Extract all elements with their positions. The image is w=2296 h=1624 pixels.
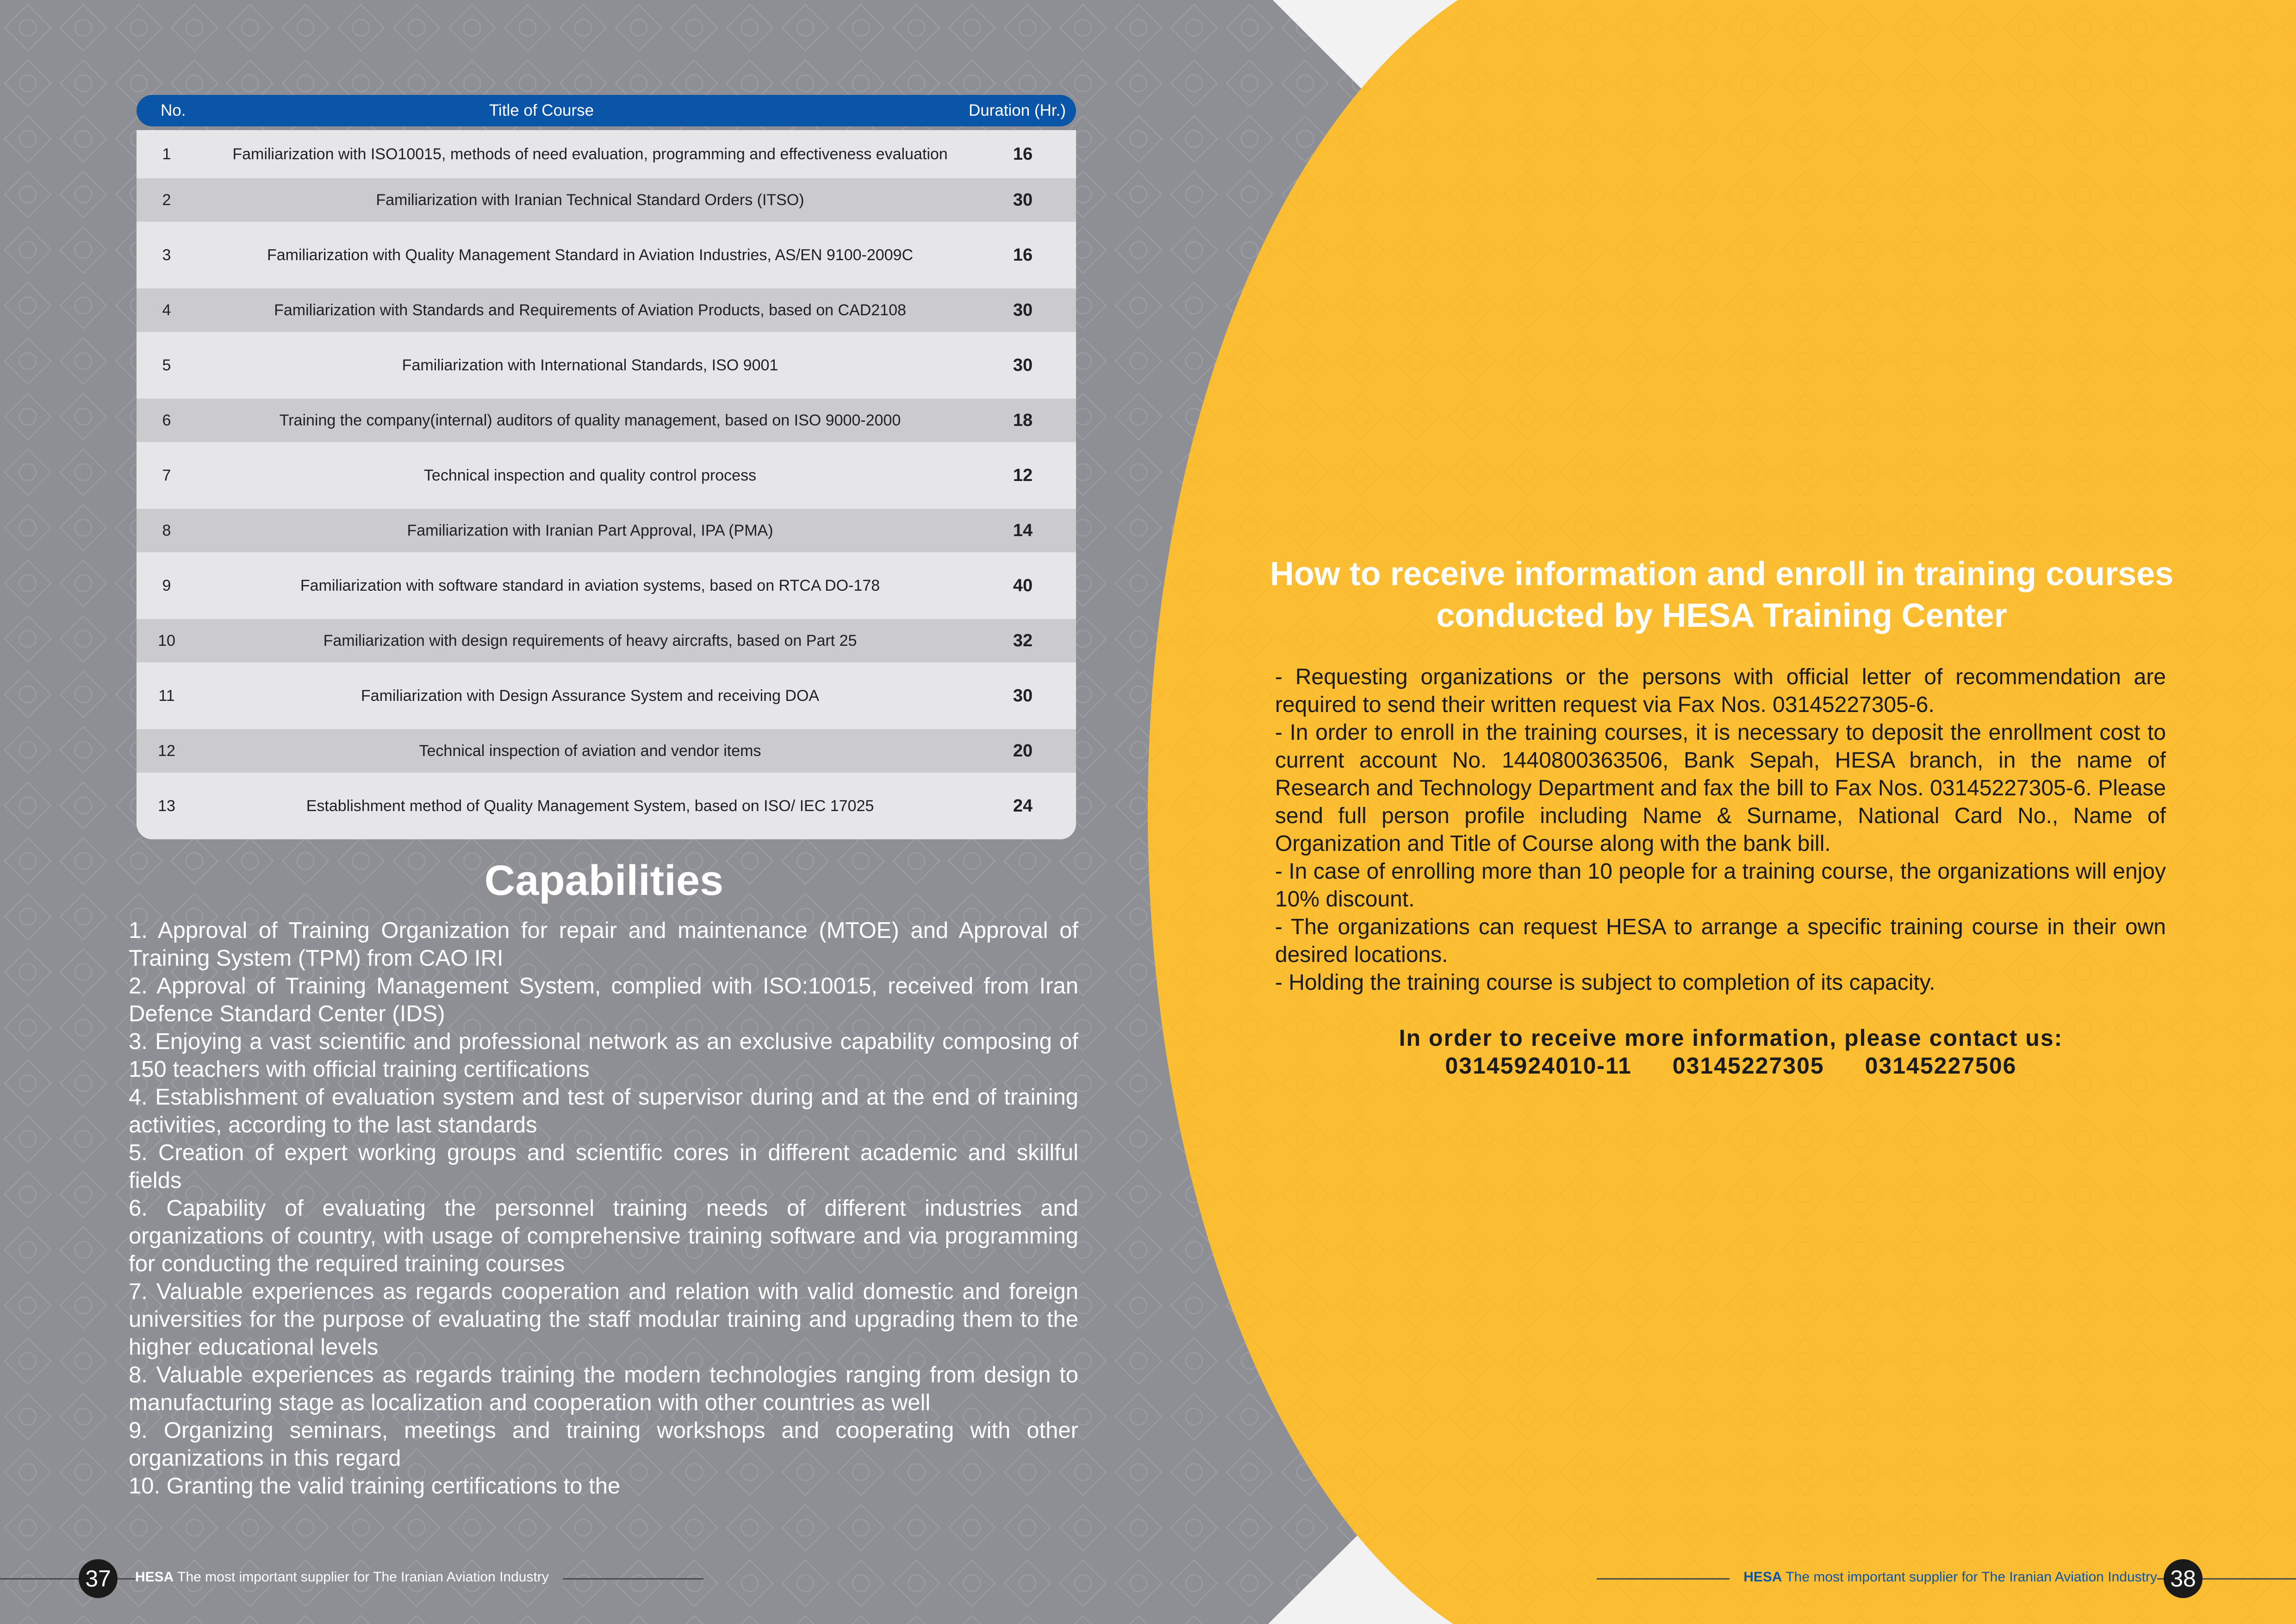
row-title: Establishment method of Quality Management System, based on ISO/ IEC 17025 — [306, 797, 874, 815]
row-duration: 20 — [1013, 741, 1033, 761]
row-no: 1 — [162, 145, 171, 163]
row-duration: 40 — [1013, 575, 1033, 595]
footer-tagline: The most important supplier for The Iranian Aviation Industry — [1786, 1569, 2157, 1585]
capabilities-list — [129, 917, 1078, 1500]
phone-number: 03145924010-11 — [1445, 1053, 1632, 1079]
phone-number: 03145227305 — [1672, 1053, 1824, 1079]
row-title: Familiarization with Standards and Requirements of Aviation Products, based on CAD2108 — [274, 301, 906, 319]
page-number-right: 38 — [2164, 1559, 2203, 1598]
row-title: Training the company(internal) auditors of quality management, based on ISO 9000-2000 — [279, 411, 901, 429]
footer-brand: HESA — [1743, 1569, 1782, 1585]
list-item: 5. Creation of expert working groups and scientific cores in different academic and skillful fields — [129, 1140, 1078, 1193]
list-item: - In order to enroll in the training courses, it is necessary to deposit the enrollment cost to current account No. 1440800363506, Bank Sepah, HESA branch, in the name of Research and Technology Department and fax the bill to Fax Nos. 03145227305-6. Please send full person profile including Name & Surname, National Card No., Name of Organization and Title of Course along with the bank bill. — [1275, 720, 2166, 856]
list-item: 7. Valuable experiences as regards cooperation and relation with valid domestic and foreign universities for the purpose of evaluating the staff modular training and upgrading them to the higher educational levels — [129, 1279, 1078, 1360]
row-duration: 30 — [1013, 190, 1033, 210]
table-row — [137, 509, 1076, 552]
row-title: Familiarization with ISO10015, methods of need evaluation, programming and effectiveness evaluation — [232, 145, 948, 163]
table-row — [137, 399, 1076, 442]
footer-tagline: The most important supplier for The Iranian Aviation Industry — [177, 1569, 549, 1585]
row-title: Familiarization with Iranian Technical Standard Orders (ITSO) — [376, 191, 804, 209]
contact-block — [1250, 1024, 2212, 1080]
row-no: 11 — [158, 687, 175, 705]
footer-right — [1730, 1569, 2157, 1585]
footer-brand: HESA — [135, 1569, 174, 1585]
row-duration: 24 — [1013, 796, 1033, 816]
table-body — [137, 130, 1076, 839]
table-row — [137, 552, 1076, 619]
list-item: - Holding the training course is subject to completion of its capacity. — [1275, 970, 1935, 995]
row-duration: 12 — [1013, 465, 1033, 485]
list-item: 2. Approval of Training Management System, complied with ISO:10015, received from Iran Defence Standard Center (IDS) — [129, 974, 1078, 1026]
row-no: 2 — [162, 191, 171, 209]
row-duration: 30 — [1013, 300, 1033, 320]
header-title: Title of Course — [489, 101, 594, 119]
enroll-heading — [1240, 553, 2203, 637]
header-duration: Duration (Hr.) — [968, 101, 1066, 119]
table-row — [137, 178, 1076, 222]
list-item: 3. Enjoying a vast scientific and professional network as an exclusive capability composing of 150 teachers with official training certifications — [129, 1029, 1078, 1082]
list-item: - Requesting organizations or the persons with official letter of recommendation are required to send their written request via Fax Nos. 03145227305-6. — [1275, 665, 2166, 717]
row-title: Familiarization with Design Assurance System and receiving DOA — [361, 687, 820, 705]
row-title: Technical inspection and quality control process — [423, 466, 757, 484]
row-no: 8 — [162, 521, 171, 539]
list-item: 1. Approval of Training Organization for repair and maintenance (MTOE) and Approval of Training System (TPM) from CAO IRI — [129, 918, 1078, 971]
row-no: 13 — [158, 797, 175, 815]
course-table — [137, 95, 1076, 839]
row-no: 12 — [158, 742, 175, 760]
row-title: Technical inspection of aviation and vendor items — [419, 742, 761, 760]
table-row — [137, 619, 1076, 662]
row-duration: 16 — [1013, 245, 1033, 265]
row-no: 10 — [158, 631, 175, 650]
row-duration: 16 — [1013, 144, 1033, 164]
header-no: No. — [161, 101, 186, 119]
table-header — [137, 95, 1076, 126]
row-no: 9 — [162, 576, 171, 594]
enroll-heading-line1: How to receive information and enroll in training courses — [1269, 556, 2174, 593]
row-title: Familiarization with design requirements of heavy aircrafts, based on Part 25 — [323, 631, 857, 650]
enroll-instructions — [1275, 663, 2166, 997]
list-item: 8. Valuable experiences as regards training the modern technologies ranging from design to manufacturing stage as localization and cooperation with other countries as well — [129, 1362, 1078, 1415]
row-title: Familiarization with International Standards, ISO 9001 — [402, 356, 778, 374]
list-item: 10. Granting the valid training certifications to the — [129, 1474, 621, 1499]
phone-number: 03145227506 — [1865, 1053, 2017, 1079]
list-item: 4. Establishment of evaluation system and test of supervisor during and at the end of training activities, according to the last standards — [129, 1085, 1078, 1137]
row-no: 6 — [162, 411, 171, 429]
page-number-left: 37 — [79, 1559, 118, 1598]
row-duration: 14 — [1013, 520, 1033, 540]
contact-label: In order to receive more information, please contact us: — [1399, 1025, 2063, 1051]
enroll-heading-line2: conducted by HESA Training Center — [1436, 597, 2007, 634]
table-row — [137, 288, 1076, 332]
capabilities-title: Capabilities — [484, 857, 724, 904]
row-duration: 18 — [1013, 410, 1033, 430]
row-no: 5 — [162, 356, 171, 374]
table-row — [137, 222, 1076, 288]
phone-list — [1250, 1052, 2212, 1080]
list-item: - The organizations can request HESA to arrange a specific training course in their own desired locations. — [1275, 915, 2166, 967]
row-title: Familiarization with software standard in aviation systems, based on RTCA DO-178 — [300, 576, 880, 594]
list-item: 6. Capability of evaluating the personnel training needs of different industries and organizations of country, with usage of comprehensive training software and via programming for conducting the required training courses — [129, 1196, 1078, 1276]
table-row — [137, 662, 1076, 729]
row-no: 7 — [162, 466, 171, 484]
list-item: - In case of enrolling more than 10 people for a training course, the organizations will enjoy 10% discount. — [1275, 859, 2166, 912]
row-title: Familiarization with Iranian Part Approval, IPA (PMA) — [407, 521, 773, 539]
list-item: 9. Organizing seminars, meetings and training workshops and cooperating with other organizations in this regard — [129, 1418, 1078, 1471]
row-no: 3 — [162, 246, 171, 264]
row-duration: 30 — [1013, 686, 1033, 706]
table-row — [137, 773, 1076, 839]
table-row — [137, 729, 1076, 773]
row-duration: 30 — [1013, 355, 1033, 375]
table-row — [137, 442, 1076, 509]
footer-left — [135, 1569, 563, 1585]
row-no: 4 — [162, 301, 171, 319]
row-title: Familiarization with Quality Management Standard in Aviation Industries, AS/EN 9100-2009C — [267, 246, 913, 264]
table-row — [137, 130, 1076, 178]
table-row — [137, 332, 1076, 399]
row-duration: 32 — [1013, 631, 1033, 650]
